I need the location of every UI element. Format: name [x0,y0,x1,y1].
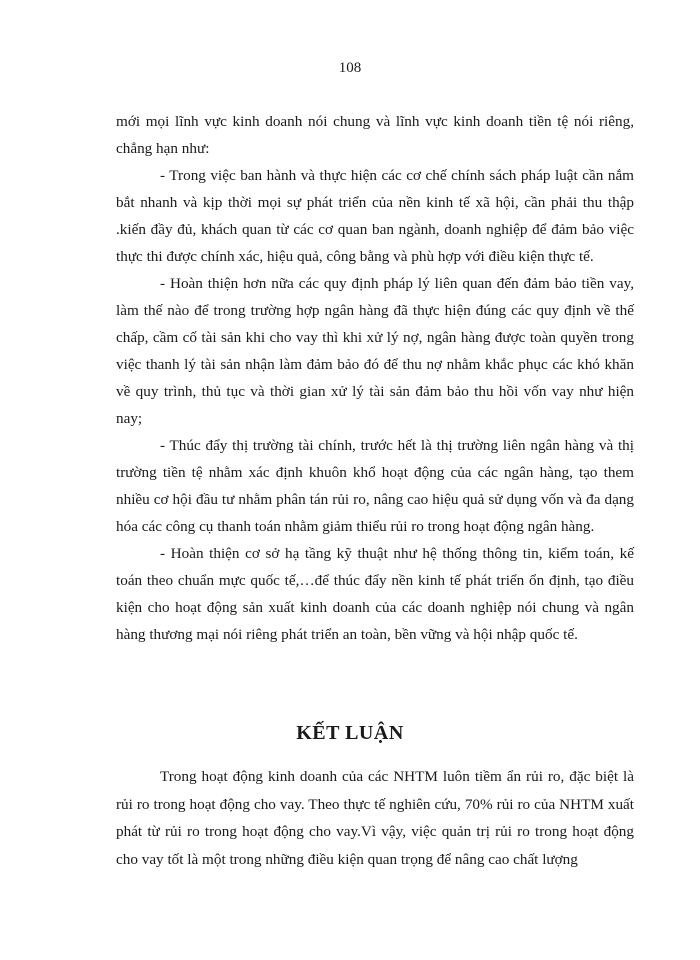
intro-paragraph: mới mọi lĩnh vực kinh doanh nói chung và lĩnh vực kinh doanh tiền tệ nói riêng, chẳng hạn như: [116,113,634,157]
body-section [116,108,634,648]
conclusion-paragraph: Trong hoạt động kinh doanh của các NHTM luôn tiềm ẩn rủi ro, đặc biệt là rủi ro trong hoạt động cho vay. Theo thực tế nghiên cứu, 70% rủi ro của NHTM xuất phát từ rủi ro trong hoạt động cho vay.Vì vậy, việc quản trị rủi ro trong hoạt động cho vay tốt là một trong những điều kiện quan trọng để nâng cao chất lượng [116,768,634,868]
list-item: - Trong việc ban hành và thực hiện các cơ chế chính sách pháp luật cần nắm bắt nhanh và kịp thời mọi sự phát triển của nền kinh tế xã hội, cần phải thu thập .kiến đầy đủ, khách quan từ các cơ quan ban ngành, doanh nghiệp để đảm bảo việc thực thi được chính xác, hiệu quả, công bằng và phù hợp với điều kiện thực tế. [116,167,634,265]
list-item: - Hoàn thiện cơ sở hạ tầng kỹ thuật như hệ thống thông tin, kiểm toán, kế toán theo chuẩn mực quốc tế,…để thúc đẩy nền kinh tế phát triển ổn định, tạo điều kiện cho hoạt động sản xuất kinh doanh của các doanh nghiệp nói chung và ngân hàng thương mại nói riêng phát triển an toàn, bền vững và hội nhập quốc tế. [116,545,634,643]
conclusion-title: KẾT LUẬN [296,722,404,744]
list-item: - Thúc đẩy thị trường tài chính, trước hết là thị trường liên ngân hàng và thị trường tiền tệ nhằm xác định khuôn khổ hoạt động của các ngân hàng, tạo them nhiều cơ hội đầu tư nhằm phân tán rủi ro, nâng cao hiệu quả sử dụng vốn và đa dạng hóa các công cụ thanh toán nhằm giảm thiểu rủi ro trong hoạt động ngân hàng. [116,437,634,535]
page-number: 108 [338,60,362,76]
list-item: - Hoàn thiện hơn nữa các quy định pháp lý liên quan đến đảm bảo tiền vay, làm thế nào để trong trường hợp ngân hàng đã thực hiện đúng các quy định về thế chấp, cầm cố tài sản khi cho vay thì khi xử lý nợ, ngân hàng được toàn quyền trong việc thanh lý tài sản nhận làm đảm bảo đó để thu nợ nhằm khắc phục các khó khăn về quy trình, thủ tục và thời gian xử lý tài sản đảm bảo thu hồi vốn vay như hiện nay; [116,275,634,427]
conclusion-section [116,763,634,873]
